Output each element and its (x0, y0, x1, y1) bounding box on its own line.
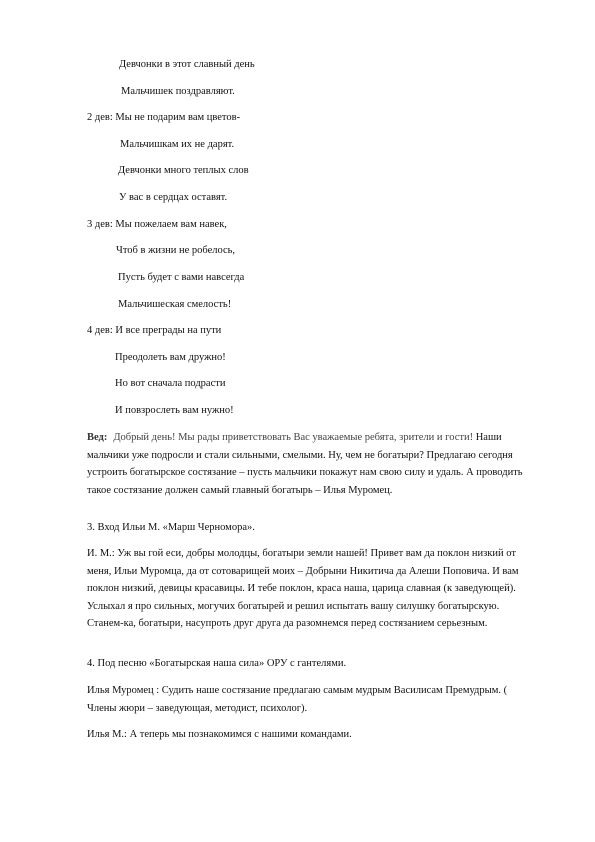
poem-line: У вас в сердцах оставят. (119, 192, 228, 203)
poem-line: И повзрослеть вам нужно! (115, 405, 234, 416)
poem-line: Девчонки в этот славный день (119, 59, 255, 70)
poem-line: 2 дев: Мы не подарим вам цветов- (87, 112, 241, 123)
poem-line: Преодолеть вам дружно! (115, 352, 226, 363)
poem-line: Но вот сначала подрасти (115, 378, 226, 389)
speaker-label: Вед: (87, 432, 108, 443)
ilya-speech: И. М.: Уж вы гой еси, добры молодцы, богатыри земли нашей! Привет вам да поклон низкий от меня, Ильи Муромца, да от сотоварищей моих – Добрыни Никитича да Алеши Поповича. И вам поклон низкий, девицы красавицы. И тебе поклон, краса наша, царица славная (к заведующей). Услыхал я про сильных, могучих богатырей и решил испытать вашу силушку богатырскую. Станем-ка, богатыри, насупроть друг друга да разомнемся перед состязанием серьезным. (87, 548, 519, 629)
poem-line: Пусть будет с вами навсегда (118, 272, 245, 283)
host-greeting: Добрый день! Мы рады приветствовать Вас уважаемые ребята, зрители и гости! (113, 432, 474, 443)
jury-paragraph: Илья Муромец : Судить наше состязание предлагаю самым мудрым Василисам Премудрым. ( Члены жюри – заведующая, методист, психолог). (87, 685, 508, 714)
section-heading: 3. Вход Ильи М. «Марш Черномора». (87, 522, 255, 533)
teams-paragraph: Илья М.: А теперь мы познакомимся с нашими командами. (87, 729, 352, 740)
poem-line: Мальчишкам их не дарят. (120, 139, 235, 150)
poem-line: Мальчишеская смелость! (118, 299, 232, 310)
section-heading: 4. Под песню «Богатырская наша сила» ОРУ с гантелями. (87, 658, 347, 669)
poem-line: 4 дев: И все преграды на пути (87, 325, 222, 336)
poem-line: Чтоб в жизни не робелось, (116, 245, 236, 256)
poem-line: Мальчишек поздравляют. (121, 86, 235, 97)
host-speech (87, 429, 527, 499)
poem-line: Девчонки много теплых слов (118, 165, 249, 176)
host-speech-body: Наши мальчики уже подросли и стали сильными, смелыми. Ну, чем не богатыри? Предлагаю сегодня устроить богатырское состязание – пусть мальчики покажут нам свою силу и удаль. А проводить такое состязание должен самый главный богатырь – Илья Муромец. (87, 432, 523, 496)
poem-line: 3 дев: Мы пожелаем вам навек, (87, 219, 227, 230)
